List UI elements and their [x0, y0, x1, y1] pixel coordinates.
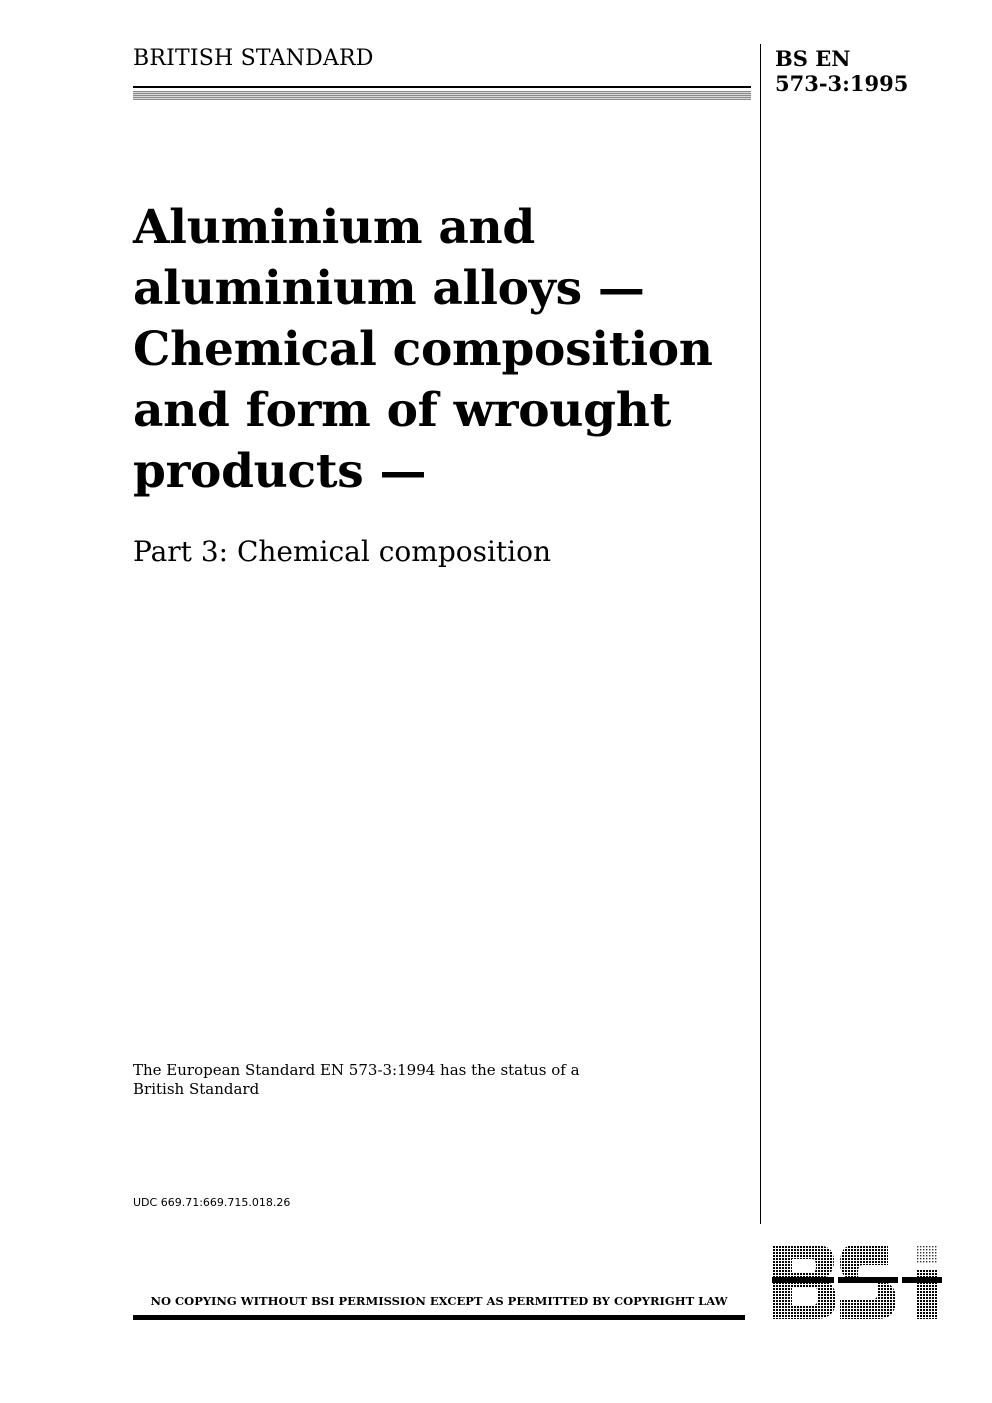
- title-line-5: products —: [133, 444, 427, 499]
- udc-code: UDC 669.71:669.715.018.26: [133, 1196, 291, 1209]
- bsi-logo-icon: [770, 1243, 946, 1321]
- document-title: [133, 197, 743, 502]
- copyright-notice: NO COPYING WITHOUT BSI PERMISSION EXCEPT AS PERMITTED BY COPYRIGHT LAW: [150, 1294, 728, 1308]
- standard-number-line-1: BS EN: [775, 46, 851, 71]
- vertical-divider: [760, 44, 761, 1224]
- status-line-1: The European Standard EN 573-3:1994 has the status of a: [133, 1061, 580, 1079]
- title-line-4: and form of wrought: [133, 383, 671, 438]
- title-line-1: Aluminium and: [133, 200, 535, 255]
- status-line-2: British Standard: [133, 1080, 260, 1098]
- status-statement: [133, 1061, 733, 1099]
- standard-number: [775, 46, 975, 96]
- title-line-3: Chemical composition: [133, 322, 713, 377]
- standard-number-line-2: 573-3:1995: [775, 71, 909, 96]
- footer-rule: [133, 1315, 745, 1320]
- header-shaded-rule: [133, 91, 751, 100]
- title-line-2: aluminium alloys —: [133, 261, 645, 316]
- series-label: BRITISH STANDARD: [133, 46, 374, 71]
- part-title: Part 3: Chemical composition: [133, 535, 552, 568]
- header-rule: [133, 86, 751, 88]
